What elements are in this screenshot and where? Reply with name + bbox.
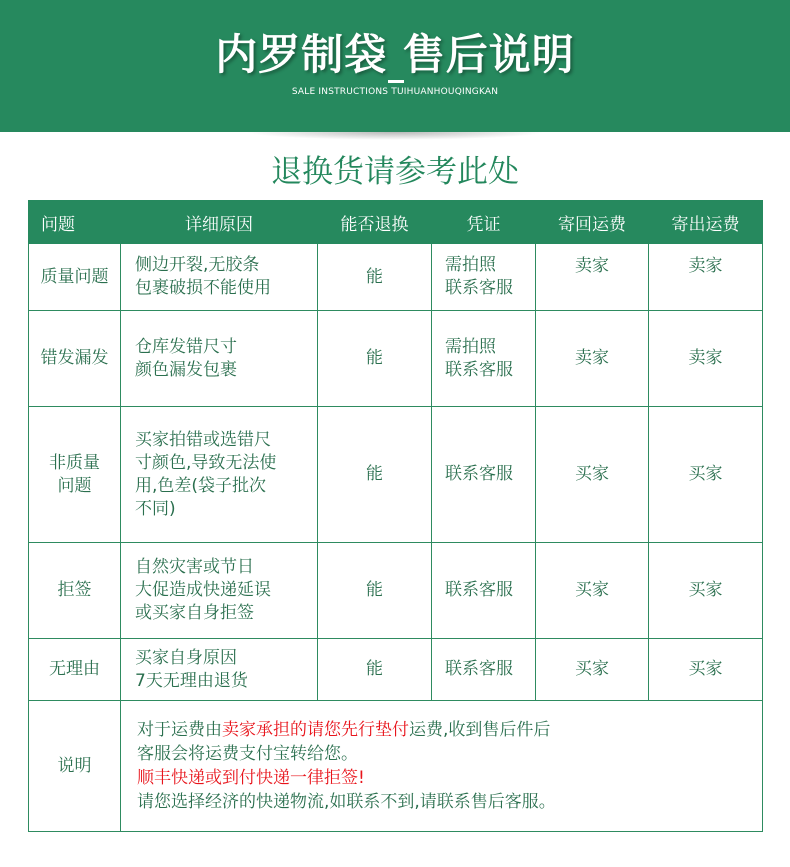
note-content [121,701,763,832]
note-label: 说明 [29,701,121,832]
header-voucher: 凭证 [432,201,536,244]
issue-cell: 无理由 [29,639,121,701]
voucher-cell: 联系客服 [432,407,536,543]
returnable-cell: 能 [318,543,432,639]
header-reason: 详细原因 [121,201,318,244]
note-line-3: 顺丰快递或到付快递一律拒签! [137,768,365,788]
issue-cell: 非质量 问题 [29,407,121,543]
returnable-cell: 能 [318,639,432,701]
send-shipping-cell: 卖家 [649,244,763,311]
header-returnable: 能否退换 [318,201,432,244]
voucher-cell: 联系客服 [432,639,536,701]
header-return-shipping: 寄回运费 [536,201,649,244]
table-row [29,244,763,311]
table-row [29,543,763,639]
return-shipping-cell: 买家 [536,639,649,701]
send-shipping-cell: 卖家 [649,311,763,407]
note-line-1: 对于运费由卖家承担的请您先行垫付运费,收到售后件后 [137,720,551,740]
return-shipping-cell: 卖家 [536,244,649,311]
banner-underline [388,80,404,83]
voucher-cell: 联系客服 [432,543,536,639]
banner-title: 内罗制袋 售后说明 [215,30,575,79]
header-send-shipping: 寄出运费 [649,201,763,244]
send-shipping-cell: 买家 [649,407,763,543]
table-header-row [29,201,763,244]
table-row [29,311,763,407]
reason-cell: 买家拍错或选错尺 寸颜色,导致无法使 用,色差(袋子批次 不同) [121,407,318,543]
issue-cell: 拒签 [29,543,121,639]
reason-cell: 仓库发错尺寸 颜色漏发包裹 [121,311,318,407]
header-banner [0,0,790,132]
reason-cell: 自然灾害或节日 大促造成快递延误 或买家自身拒签 [121,543,318,639]
note-line-2: 客服会将运费支付宝转给您。 [137,744,358,764]
table-row [29,639,763,701]
reason-cell: 买家自身原因 7天无理由退货 [121,639,318,701]
banner-shadow [245,132,545,140]
returnable-cell: 能 [318,407,432,543]
after-sale-table [28,200,763,832]
return-shipping-cell: 买家 [536,407,649,543]
returnable-cell: 能 [318,244,432,311]
note-row [29,701,763,832]
banner-subtitle: SALE INSTRUCTIONS TUIHUANHOUQINGKAN [291,87,499,97]
issue-cell: 错发漏发 [29,311,121,407]
reason-cell: 侧边开裂,无胶条 包裹破损不能使用 [121,244,318,311]
send-shipping-cell: 买家 [649,639,763,701]
return-shipping-cell: 卖家 [536,311,649,407]
send-shipping-cell: 买家 [649,543,763,639]
voucher-cell: 需拍照 联系客服 [432,244,536,311]
returnable-cell: 能 [318,311,432,407]
voucher-cell: 需拍照 联系客服 [432,311,536,407]
table-row [29,407,763,543]
issue-cell: 质量问题 [29,244,121,311]
header-issue: 问题 [29,201,121,244]
return-shipping-cell: 买家 [536,543,649,639]
note-line-4: 请您选择经济的快递物流,如联系不到,请联系售后客服。 [137,792,556,812]
section-title: 退换货请参考此处 [271,154,519,190]
